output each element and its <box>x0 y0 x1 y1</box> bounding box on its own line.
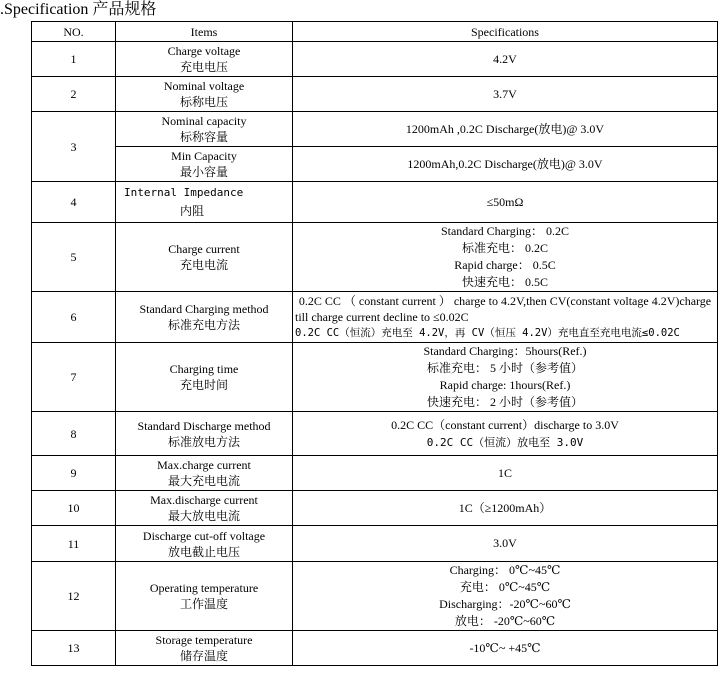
row-number: 4 <box>32 182 116 223</box>
item-cell <box>116 147 293 182</box>
row-number: 8 <box>32 412 116 456</box>
row-number: 6 <box>32 292 116 343</box>
item-name-cn: 最大放电电流 <box>167 509 240 523</box>
spec-cell <box>293 42 718 77</box>
item-cell <box>116 42 293 77</box>
item-name-cn: 最大充电电流 <box>167 474 240 488</box>
spec-cell <box>293 412 718 456</box>
item-name-en: Max.discharge current <box>150 493 258 507</box>
spec-line: 0.2C CC （ constant current ） charge to 4.2V,then CV(constant voltage 4.2V)charge till charge current decline to ≤0.02C <box>295 294 712 324</box>
spec-line: Standard Charging：5hours(Ref.) <box>423 344 587 358</box>
spec-cell <box>293 491 718 526</box>
spec-cell <box>293 147 718 182</box>
item-name-en: Nominal capacity <box>161 114 247 128</box>
spec-line: 0.2C CC（恒流）放电至 3.0V <box>426 435 584 449</box>
table-header-row <box>32 22 718 42</box>
item-name-en: Min Capacity <box>171 149 237 163</box>
spec-line: 快速充电： 0.5C <box>461 275 548 289</box>
table-row <box>32 77 718 112</box>
spec-line: 标准充电： 5 小时（参考值） <box>426 361 583 375</box>
table-row <box>32 343 718 412</box>
spec-line: Standard Charging： 0.2C <box>440 224 570 238</box>
table-row <box>32 112 718 147</box>
item-cell <box>116 562 293 631</box>
spec-line: 快速充电： 2 小时（参考值） <box>426 395 583 409</box>
item-name-en: Internal Impedance <box>124 186 244 199</box>
item-name-en: Charge current <box>168 242 240 256</box>
spec-cell <box>293 292 718 343</box>
item-cell <box>116 456 293 491</box>
item-name-en: Standard Discharge method <box>137 418 271 433</box>
item-name-en: Charge voltage <box>167 44 241 58</box>
spec-line: Rapid charge: 1hours(Ref.) <box>439 378 571 392</box>
item-name-cn: 工作温度 <box>179 597 228 611</box>
row-number: 7 <box>32 343 116 412</box>
item-name-en: Max.charge current <box>157 458 251 472</box>
table-row <box>32 412 718 456</box>
spec-cell <box>293 223 718 292</box>
table-row <box>32 292 718 343</box>
item-cell <box>116 526 293 562</box>
spec-line: ≤50mΩ <box>486 194 524 209</box>
spec-line: 3.7V <box>493 86 517 101</box>
item-name-en: Storage temperature <box>155 633 253 647</box>
table-row <box>32 491 718 526</box>
item-cell <box>116 631 293 666</box>
table-row <box>32 147 718 182</box>
table-row <box>32 562 718 631</box>
specification-table <box>31 21 718 666</box>
item-cell <box>116 112 293 147</box>
item-cell <box>116 412 293 456</box>
table-row <box>32 223 718 292</box>
item-name-en: Operating temperature <box>149 581 259 595</box>
spec-cell <box>293 77 718 112</box>
header-no: NO. <box>32 22 116 42</box>
item-name-cn: 充电电流 <box>179 258 228 272</box>
row-number: 2 <box>32 77 116 112</box>
table-row <box>32 631 718 666</box>
spec-line: 1200mAh,0.2C Discharge(放电)@ 3.0V <box>407 156 603 171</box>
table-row <box>32 456 718 491</box>
row-number: 10 <box>32 491 116 526</box>
spec-line: 1C <box>497 465 512 480</box>
spec-cell <box>293 343 718 412</box>
section-title: .Specification 产品规格 <box>0 1 157 18</box>
item-name-cn: 标准放电方法 <box>167 434 240 449</box>
row-number: 11 <box>32 526 116 562</box>
row-number: 3 <box>32 112 116 182</box>
spec-line: 0.2C CC（constant current）discharge to 3.0V <box>391 417 619 432</box>
item-name-cn: 储存温度 <box>179 649 228 663</box>
header-specifications: Specifications <box>293 22 718 42</box>
spec-line: 标准充电： 0.2C <box>461 241 548 255</box>
item-cell <box>116 77 293 112</box>
item-name-en: Discharge cut-off voltage <box>142 528 266 543</box>
spec-line: 放电： -20℃~60℃ <box>454 614 556 628</box>
item-name-en: Standard Charging method <box>139 302 269 316</box>
item-name-cn: 放电截止电压 <box>167 544 240 559</box>
item-cell <box>116 491 293 526</box>
row-number: 9 <box>32 456 116 491</box>
row-number: 1 <box>32 42 116 77</box>
item-name-en: Nominal voltage <box>163 79 245 93</box>
item-cell <box>116 182 293 223</box>
spec-line: -10℃~ +45℃ <box>469 640 541 655</box>
table-row <box>32 526 718 562</box>
item-name-cn: 标称容量 <box>179 130 228 144</box>
table-row <box>32 42 718 77</box>
row-number: 12 <box>32 562 116 631</box>
spec-line: 4.2V <box>493 51 517 66</box>
row-number: 13 <box>32 631 116 666</box>
spec-cell <box>293 456 718 491</box>
item-cell <box>116 343 293 412</box>
item-cell <box>116 292 293 343</box>
item-name-cn: 充电时间 <box>179 378 228 392</box>
spec-line: Charging： 0℃~45℃ <box>449 563 561 577</box>
item-name-en: Charging time <box>169 362 239 376</box>
item-cell <box>116 223 293 292</box>
spec-cell <box>293 631 718 666</box>
table-row <box>32 182 718 223</box>
spec-cell <box>293 526 718 562</box>
item-name-cn: 标称电压 <box>179 95 228 109</box>
row-number: 5 <box>32 223 116 292</box>
spec-line: 充电： 0℃~45℃ <box>459 580 551 594</box>
spec-cell <box>293 112 718 147</box>
item-name-cn: 标准充电方法 <box>167 318 240 332</box>
spec-line: 1C（≥1200mAh） <box>458 500 552 515</box>
item-name-cn: 最小容量 <box>179 165 228 179</box>
item-name-cn: 内阻 <box>180 204 205 218</box>
spec-cell <box>293 182 718 223</box>
header-items: Items <box>116 22 293 42</box>
item-name-cn: 充电电压 <box>179 60 228 74</box>
spec-line: Rapid charge： 0.5C <box>454 258 556 272</box>
spec-line: 0.2C CC（恒流）充电至 4.2V，再 CV（恒压 4.2V）充电直至充电电流≤0.02C <box>295 327 680 339</box>
spec-cell <box>293 562 718 631</box>
spec-line: 3.0V <box>493 536 517 550</box>
spec-line: Discharging：-20℃~60℃ <box>439 597 571 611</box>
spec-line: 1200mAh ,0.2C Discharge(放电)@ 3.0V <box>405 121 605 136</box>
